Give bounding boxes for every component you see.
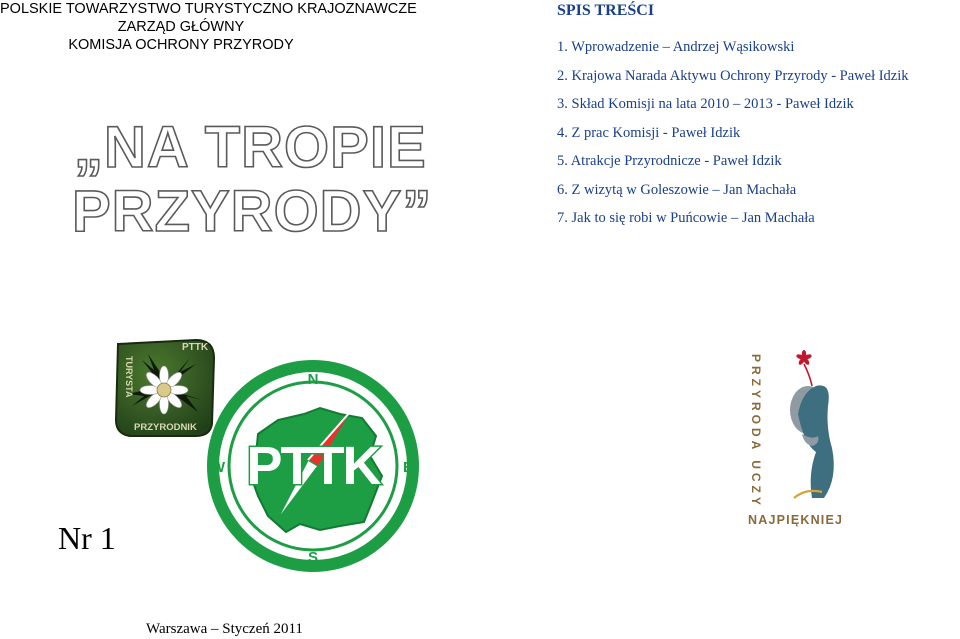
compass-east-label: E: [402, 459, 414, 476]
toc-item[interactable]: 4. Z prac Komisji - Paweł Idzik: [557, 124, 741, 141]
board-name: ZARZĄD GŁÓWNY: [117, 19, 245, 35]
toc-item[interactable]: 7. Jak to się robi w Puńcowie – Jan Machała: [557, 210, 815, 226]
organization-header: [0, 0, 417, 54]
commission-name: KOMISJA OCHRONY PRZYRODY: [68, 37, 294, 53]
title-line-1: „NA TROPIE: [74, 115, 427, 180]
compass-west-label: W: [210, 459, 226, 476]
compass-north-label: N: [307, 371, 319, 388]
badge-top-text: PTTK: [182, 342, 209, 353]
publication-title: [60, 115, 433, 244]
badge-side-text: TURYSTA: [124, 356, 134, 398]
place-and-date: Warszawa – Styczeń 2011: [146, 621, 303, 637]
nature-bottom-text: NAJPIĘKNIEJ: [748, 513, 844, 527]
przyroda-uczy-logo: [742, 348, 860, 530]
toc-item[interactable]: 1. Wprowadzenie – Andrzej Wąsikowski: [557, 39, 795, 55]
toc-item[interactable]: 3. Skład Komisji na lata 2010 – 2013 - Paweł Idzik: [557, 96, 854, 112]
organization-name: POLSKIE TOWARZYSTWO TURYSTYCZNO KRAJOZNAWCZE: [0, 1, 417, 17]
title-line-2: PRZYRODY”: [72, 179, 433, 244]
compass-brand-text: PTTK: [246, 436, 380, 496]
toc-item[interactable]: 2. Krajowa Narada Aktywu Ochrony Przyrody - Paweł Idzik: [557, 67, 909, 84]
toc-item[interactable]: 6. Z wizytą w Goleszowie – Jan Machała: [557, 181, 797, 198]
compass-south-label: S: [307, 549, 319, 566]
toc-list: [557, 37, 909, 237]
toc-item[interactable]: 5. Atrakcje Przyrodnicze - Paweł Idzik: [557, 153, 782, 169]
pttk-compass-logo: [200, 356, 426, 576]
issue-number: Nr 1: [58, 520, 116, 556]
badge-bottom-text: PRZYRODNIK: [134, 422, 197, 433]
toc-heading: SPIS TREŚCI: [557, 2, 655, 19]
nature-vertical-text: PRZYRODA UCZY: [749, 354, 763, 509]
